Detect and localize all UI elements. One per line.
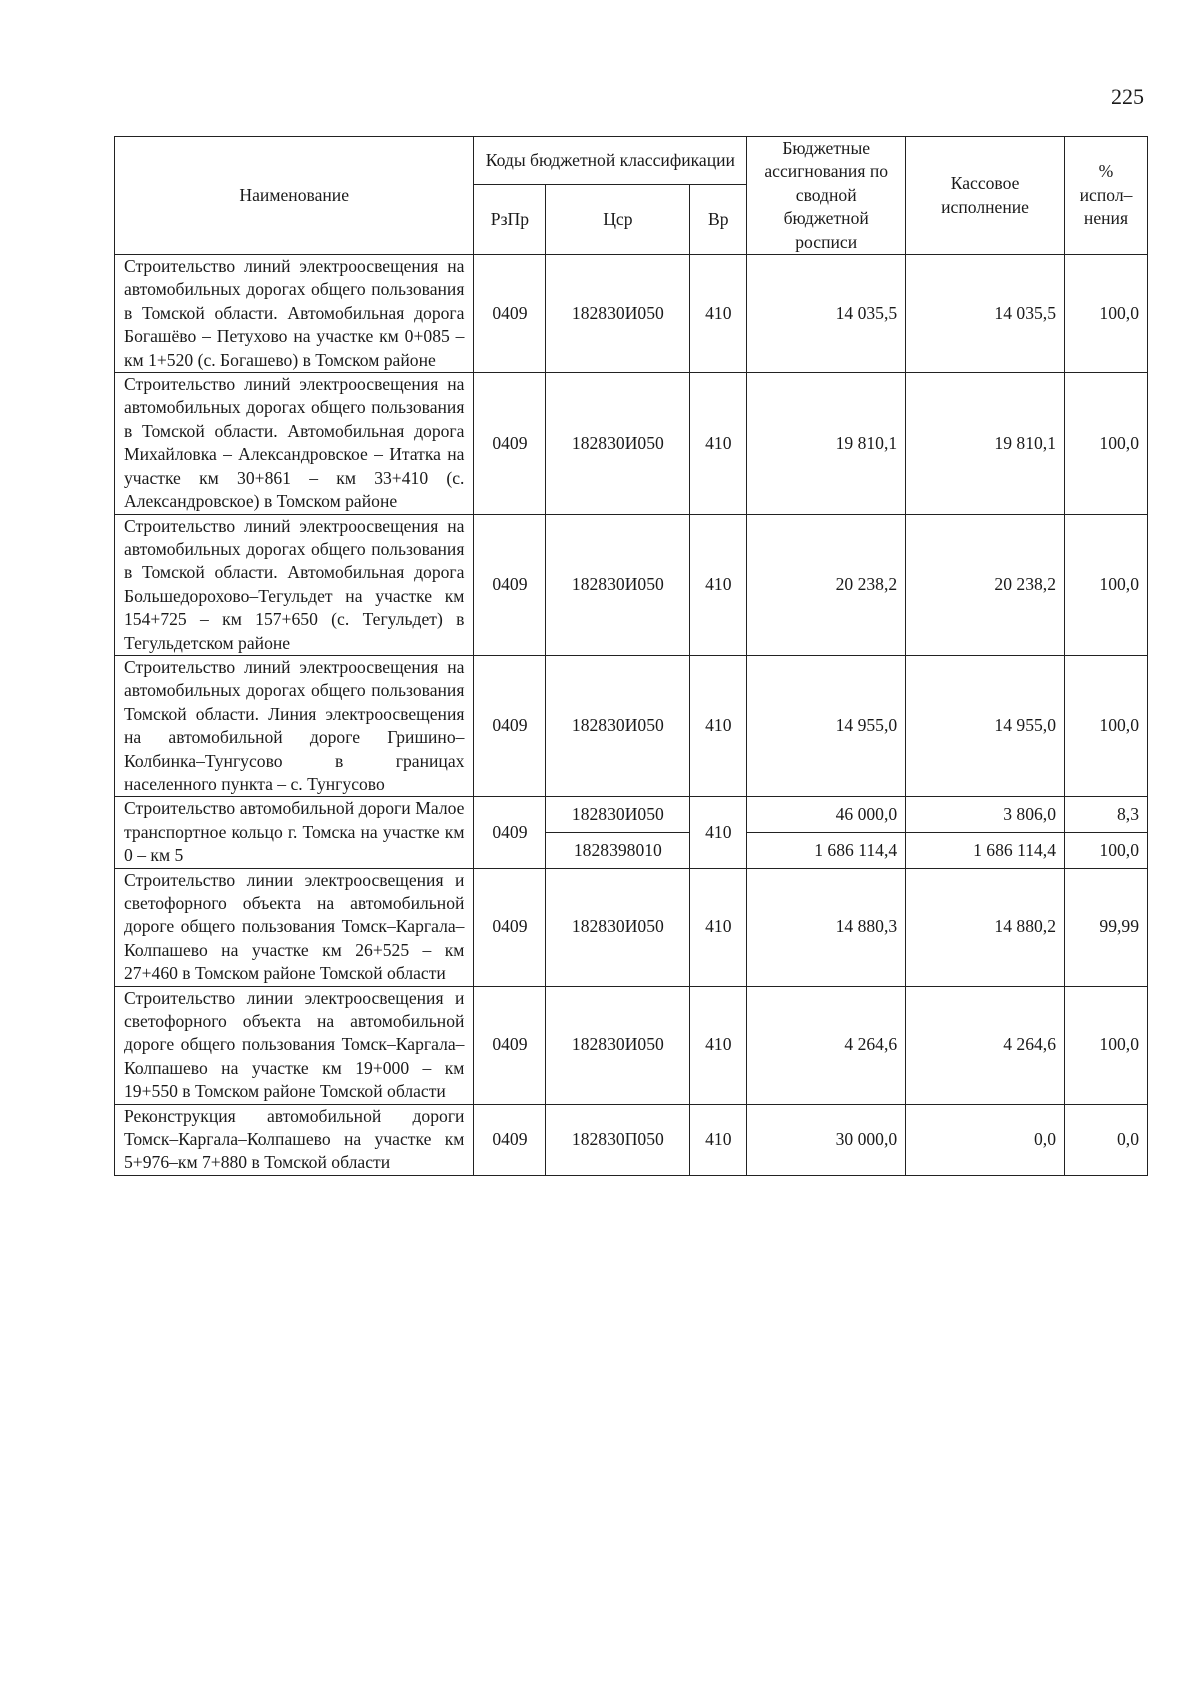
header-rzpr: РзПр [474,185,546,255]
cell-vr: 410 [690,986,747,1104]
cell-rzpr: 0409 [474,797,546,868]
cell-budget: 46 000,0 [747,797,906,833]
cell-budget: 14 035,5 [747,255,906,373]
header-codes-group: Коды бюджетной классификации [474,137,747,185]
cell-percent: 0,0 [1065,1104,1148,1175]
cell-budget: 14 955,0 [747,655,906,796]
cell-rzpr: 0409 [474,514,546,655]
cell-cash: 1 686 114,4 [906,832,1065,868]
cell-csr: 182830И050 [546,797,690,833]
cell-csr: 182830И050 [546,986,690,1104]
cell-csr: 182830П050 [546,1104,690,1175]
cell-budget: 4 264,6 [747,986,906,1104]
cell-csr: 182830И050 [546,373,690,514]
header-budget: Бюджетные ассигнования по сводной бюджетной росписи [747,137,906,255]
cell-vr: 410 [690,514,747,655]
table-row [115,255,1148,373]
cell-budget: 1 686 114,4 [747,832,906,868]
cell-percent: 100,0 [1065,986,1148,1104]
cell-rzpr: 0409 [474,868,546,986]
header-csr: Цср [546,185,690,255]
cell-vr: 410 [690,797,747,868]
cell-rzpr: 0409 [474,986,546,1104]
table-row [115,797,1148,833]
table-row [115,868,1148,986]
header-cash: Кассовое исполнение [906,137,1065,255]
cell-rzpr: 0409 [474,255,546,373]
cell-budget: 14 880,3 [747,868,906,986]
cell-cash: 14 035,5 [906,255,1065,373]
cell-percent: 100,0 [1065,655,1148,796]
cell-cash: 4 264,6 [906,986,1065,1104]
cell-name: Строительство линий электроосвещения на автомобильных дорогах общего пользования в Томской области. Автомобильная дорога Богашёво – Петухово на участке км 0+085 – км 1+520 (с. Богашево) в Томском районе [115,255,474,373]
table-row [115,514,1148,655]
cell-budget: 20 238,2 [747,514,906,655]
table-header [115,137,1148,255]
cell-name: Строительство автомобильной дороги Малое транспортное кольцо г. Томска на участке км 0 – км 5 [115,797,474,868]
cell-rzpr: 0409 [474,655,546,796]
budget-execution-table [114,136,1148,1176]
cell-csr: 182830И050 [546,255,690,373]
table-row [115,373,1148,514]
cell-percent: 99,99 [1065,868,1148,986]
header-percent: % испол– нения [1065,137,1148,255]
cell-cash: 14 955,0 [906,655,1065,796]
cell-vr: 410 [690,655,747,796]
table-body [115,255,1148,1176]
cell-csr: 182830И050 [546,655,690,796]
cell-name: Строительство линий электроосвещения на автомобильных дорогах общего пользования в Томской области. Автомобильная дорога Большедорохово–Тегульдет на участке км 154+725 – км 157+650 (с. Тегульдет) в Тегульдетском районе [115,514,474,655]
table-row [115,655,1148,796]
cell-vr: 410 [690,373,747,514]
header-name: Наименование [115,137,474,255]
cell-budget: 19 810,1 [747,373,906,514]
page-number: 225 [1111,84,1144,109]
cell-cash: 19 810,1 [906,373,1065,514]
cell-percent: 100,0 [1065,255,1148,373]
table-row [115,1104,1148,1175]
cell-cash: 14 880,2 [906,868,1065,986]
cell-name: Строительство линии электроосвещения и светофорного объекта на автомобильной дороге общего пользования Томск–Каргала–Колпашево на участке км 19+000 – км 19+550 в Томском районе Томской области [115,986,474,1104]
cell-vr: 410 [690,1104,747,1175]
cell-cash: 3 806,0 [906,797,1065,833]
table-row [115,986,1148,1104]
cell-csr: 182830И050 [546,868,690,986]
cell-cash: 20 238,2 [906,514,1065,655]
cell-rzpr: 0409 [474,373,546,514]
cell-cash: 0,0 [906,1104,1065,1175]
cell-name: Строительство линии электроосвещения и светофорного объекта на автомобильной дороге общего пользования Томск–Каргала–Колпашево на участке км 26+525 – км 27+460 в Томском районе Томской области [115,868,474,986]
cell-vr: 410 [690,868,747,986]
cell-percent: 8,3 [1065,797,1148,833]
cell-name: Реконструкция автомобильной дороги Томск–Каргала–Колпашево на участке км 5+976–км 7+880 в Томской области [115,1104,474,1175]
cell-percent: 100,0 [1065,514,1148,655]
header-vr: Вр [690,185,747,255]
cell-percent: 100,0 [1065,373,1148,514]
cell-name: Строительство линий электроосвещения на автомобильных дорогах общего пользования Томской области. Линия электроосвещения на автомобильной дороге Гришино–Колбинка–Тунгусово в границах населенного пункта – с. Тунгусово [115,655,474,796]
cell-vr: 410 [690,255,747,373]
cell-name: Строительство линий электроосвещения на автомобильных дорогах общего пользования в Томской области. Автомобильная дорога Михайловка – Александровское – Итатка на участке км 30+861 – км 33+410 (с. Александровское) в Томском районе [115,373,474,514]
cell-budget: 30 000,0 [747,1104,906,1175]
cell-csr: 1828398010 [546,832,690,868]
cell-percent: 100,0 [1065,832,1148,868]
cell-csr: 182830И050 [546,514,690,655]
cell-rzpr: 0409 [474,1104,546,1175]
